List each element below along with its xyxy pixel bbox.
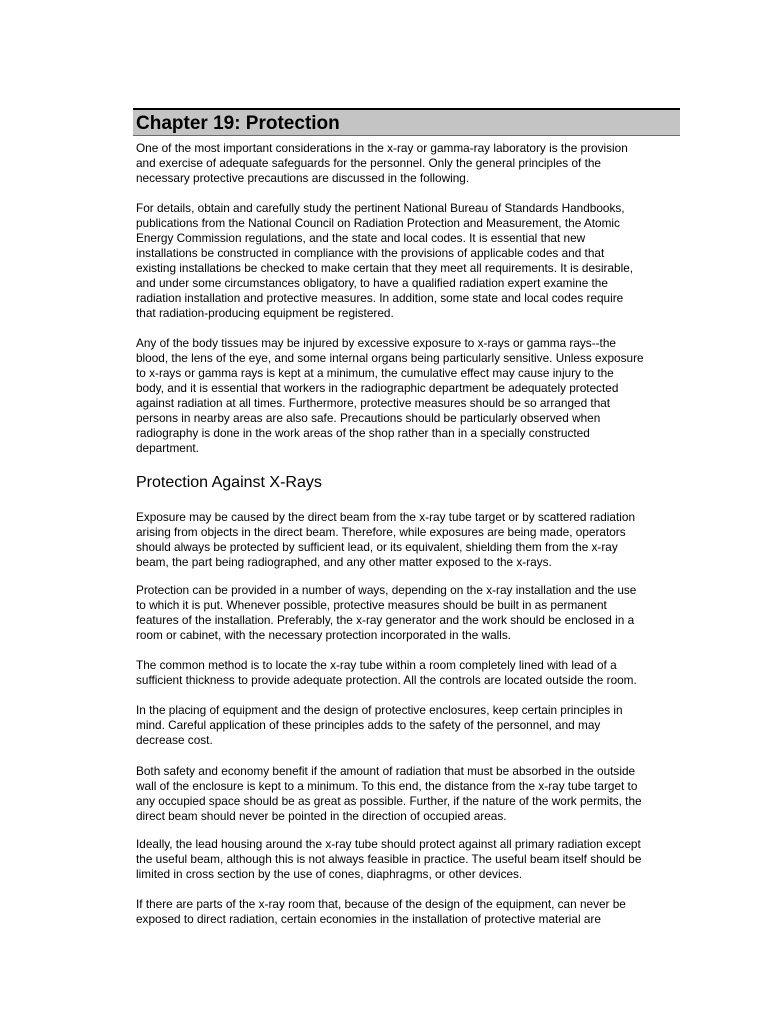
text-line: and under some circumstances obligatory, to have a qualified radiation expert examine the: [136, 276, 608, 290]
text-line: publications from the National Council on Radiation Protection and Measurement, the Atomic: [136, 216, 620, 230]
text-line: persons in nearby areas are also safe. Precautions should be particularly observed when: [136, 411, 601, 425]
text-line: features of the installation. Preferably, the x-ray generator and the work should be enclosed in a: [136, 613, 635, 627]
text-line: installations be constructed in compliance with the provisions of applicable codes and that: [136, 246, 605, 260]
paragraph-exposure: [136, 510, 676, 570]
text-line: direct beam should never be pointed in the direction of occupied areas.: [136, 809, 507, 823]
text-line: room or cabinet, with the necessary protection incorporated in the walls.: [136, 628, 512, 642]
text-line: If there are parts of the x-ray room that, because of the design of the equipment, can never be: [136, 897, 626, 911]
text-line: should always be protected by sufficient lead, or its equivalent, shielding them from the x-ray: [136, 540, 618, 554]
text-line: existing installations be checked to make certain that they meet all requirements. It is desirable,: [136, 261, 634, 275]
text-line: The common method is to locate the x-ray tube within a room completely lined with lead of a: [136, 658, 617, 672]
text-line: In the placing of equipment and the design of protective enclosures, keep certain principles in: [136, 703, 623, 717]
text-line: arising from objects in the direct beam. Therefore, while exposures are being made, operators: [136, 525, 626, 539]
paragraph-body-tissues: [136, 336, 676, 456]
text-line: Both safety and economy benefit if the amount of radiation that must be absorbed in the outside: [136, 764, 636, 778]
text-line: Any of the body tissues may be injured by excessive exposure to x-rays or gamma rays--the: [136, 336, 616, 350]
text-line: against radiation at all times. Furthermore, protective measures should be so arranged that: [136, 396, 611, 410]
text-line: exposed to direct radiation, certain economies in the installation of protective material are: [136, 912, 601, 926]
text-line: sufficient thickness to provide adequate protection. All the controls are located outside the room.: [136, 673, 637, 687]
text-line: Protection can be provided in a number of ways, depending on the x-ray installation and the use: [136, 583, 637, 597]
chapter-title: Chapter 19: Protection: [136, 113, 340, 134]
text-line: One of the most important considerations in the x-ray or gamma-ray laboratory is the provision: [136, 141, 628, 155]
paragraph-details: [136, 201, 676, 321]
text-line: decrease cost.: [136, 733, 213, 747]
text-line: mind. Careful application of these principles adds to the safety of the personnel, and may: [136, 718, 601, 732]
text-line: blood, the lens of the eye, and some internal organs being particularly sensitive. Unless exposure: [136, 351, 644, 365]
text-line: Ideally, the lead housing around the x-ray tube should protect against all primary radiation except: [136, 837, 641, 851]
text-line: the useful beam, although this is not always feasible in practice. The useful beam itself should be: [136, 852, 642, 866]
paragraph-intro: [136, 141, 676, 186]
paragraph-common-method: [136, 658, 676, 688]
text-line: body, and it is essential that workers in the radiographic department be adequately protected: [136, 381, 619, 395]
text-line: that radiation-producing equipment be registered.: [136, 306, 394, 320]
text-line: radiography is done in the work areas of the shop rather than in a specially constructed: [136, 426, 590, 440]
text-line: any occupied space should be as great as possible. Further, if the nature of the work permits, the: [136, 794, 642, 808]
paragraph-room-parts: [136, 897, 676, 927]
section-heading: Protection Against X-Rays: [136, 474, 322, 491]
paragraph-protection-ways: [136, 583, 676, 643]
text-line: wall of the enclosure is kept to a minimum. To this end, the distance from the x-ray tube target to: [136, 779, 638, 793]
text-line: For details, obtain and carefully study the pertinent National Bureau of Standards Handbooks,: [136, 201, 625, 215]
paragraph-safety-economy: [136, 764, 676, 824]
text-line: beam, the part being radiographed, and any other matter exposed to the x-rays.: [136, 555, 552, 569]
paragraph-placing-equipment: [136, 703, 676, 748]
chapter-header-bar: [133, 108, 680, 136]
paragraph-lead-housing: [136, 837, 676, 882]
text-line: necessary protective precautions are discussed in the following.: [136, 171, 470, 185]
text-line: department.: [136, 441, 199, 455]
text-line: and exercise of adequate safeguards for the personnel. Only the general principles of the: [136, 156, 601, 170]
text-line: radiation installation and protective measures. In addition, some state and local codes require: [136, 291, 624, 305]
text-line: to which it is put. Whenever possible, protective measures should be built in as permanent: [136, 598, 607, 612]
text-line: limited in cross section by the use of cones, diaphragms, or other devices.: [136, 867, 523, 881]
text-line: Exposure may be caused by the direct beam from the x-ray tube target or by scattered radiation: [136, 510, 636, 524]
text-line: Energy Commission regulations, and the state and local codes. It is essential that new: [136, 231, 586, 245]
text-line: to x-rays or gamma rays is kept at a minimum, the cumulative effect may cause injury to the: [136, 366, 614, 380]
